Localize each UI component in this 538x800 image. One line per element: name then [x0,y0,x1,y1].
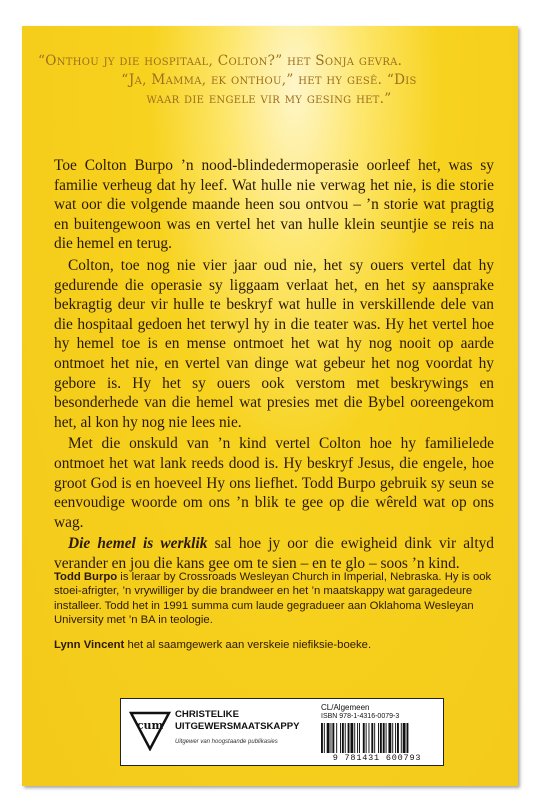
publisher-barcode-panel [120,698,444,766]
author-bio-2-text: het al saamgewerk aan verskeie niefiksie-boeke. [124,638,372,651]
author-name-1: Todd Burpo [54,571,118,583]
barcode-bar [388,723,391,753]
barcode-bar [374,723,375,753]
barcode-bar [363,723,365,753]
category-label: CL/Algemeen [321,703,370,712]
barcode-bar [324,723,325,753]
barcode-bar [369,723,370,753]
barcode-bar [336,723,337,753]
barcode-bar [331,723,332,753]
barcode-bar [345,723,346,753]
pull-quote [38,52,500,109]
author-bio-1-text: is leraar by Crossroads Wesleyan Church in Imperial, Nebraska. Hy is ook stoei-afrigter, ’n vrywilliger by die brandweer en het ’n maatskappy wat garagedeure installeer. Todd het in 1991 summa cum laude gegradueer aan Oklahoma Wesleyan University met ’n BA in teologie. [54,571,492,627]
barcode-bar [332,723,334,753]
barcode-bar [350,723,353,753]
author-bio-2 [54,638,494,652]
barcode-bar [380,723,382,753]
barcode-bar [359,723,360,753]
barcode-bar [397,723,399,753]
quote-line-2: “Ja, Mamma, ek onthou,” het hy gesê. “Dis [121,72,417,88]
barcode-bar [401,723,402,753]
barcode-bar [327,723,330,753]
blurb-paragraph-3: Met die onskuld van ’n kind vertel Colton hoe hy familielede ontmoet het wat lank reeds dood is. Hy beskryf Jesus, die engele, hoe groot God is en hoeveel Hy ons liefhet. Todd Burpo gebruik sy seun se eenvoudige woorde om ons ’n blik te gee op die wêreld wat op ons wag. [54,435,494,531]
publisher-name-line-2: UITGEWERSMAATSKAPPY [175,721,300,732]
publisher-name [175,709,305,733]
barcode-bar [348,723,350,753]
svg-text:cum: cum [136,719,164,732]
blurb-paragraph-2: Colton, toe nog nie vier jaar oud nie, het sy ouers vertel dat hy gedurende die operasie sy liggaam verlaat het, en het sy aansprake bekragtig deur vir hulle te beskryf wat hulle in verskillende dele van die hospitaal gedoen het terwyl hy in die teater was. Hy het vertel hoe hy hemel toe is en mense ontmoet het wat hy nog nooit op aarde ontmoet het nie, en vertel van dinge wat gebeur het nog voordat hy gebore is. Hy het sy ouers ook verstom met beskrywings en besonderhede van die hemel wat presies met die Bybel ooreengekom het, al kon hy nog nie lees nie. [54,256,494,431]
barcode-bar [340,723,341,753]
blurb-paragraph-1: Toe Colton Burpo ’n nood-blindedermoperasie oorleef het, was sy familie verheug dat hy leef. Wat hulle nie verwag het nie, is die storie wat oor die volgende maande heen sou ontvou – ’n storie wat pragtig en buitengewoon was en vertel het van hulle klein seuntjie se reis na die hemel en terug. [54,157,494,253]
blurb-paragraph-4-text: sal hoe jy oor die ewigheid dink vir altyd verander en jou die kans gee om te sien – en te glo – soos ’n kind. [54,535,495,572]
barcode-bar [386,723,387,753]
blurb-paragraph-4 [54,534,494,573]
barcode [317,721,437,755]
quote-line-3: waar die engele vir my gesing het.” [146,91,392,107]
author-bio-1 [54,570,494,628]
barcode-bar [378,723,379,753]
publisher-logo-icon [129,709,171,751]
publisher-name-line-1: CHRISTELIKE [175,709,239,720]
barcode-bar [403,723,406,753]
author-name-2: Lynn Vincent [54,638,125,651]
barcode-bar [357,723,358,753]
barcode-bar [395,723,396,753]
barcode-number: 9 781431 600793 [332,753,422,763]
blurb-text [54,156,494,575]
quote-line-1: “Onthou jy die hospitaal, Colton?” het Sonja gevra. [38,53,403,69]
barcode-bar [392,723,393,753]
barcode-bar [354,723,355,753]
publisher-tagline: Uitgewer van hoogstaande publikasies [175,739,278,745]
barcode-bar [366,723,367,753]
barcode-bar [321,723,323,753]
barcode-bar [371,723,373,753]
barcode-bar [383,723,385,753]
barcode-bar [407,723,409,753]
barcode-bar [342,723,344,753]
book-title-inline: Die hemel is werklik [68,535,208,553]
author-bios [54,570,494,662]
isbn-label: ISBN 978-1-4316-0079-3 [321,713,400,720]
